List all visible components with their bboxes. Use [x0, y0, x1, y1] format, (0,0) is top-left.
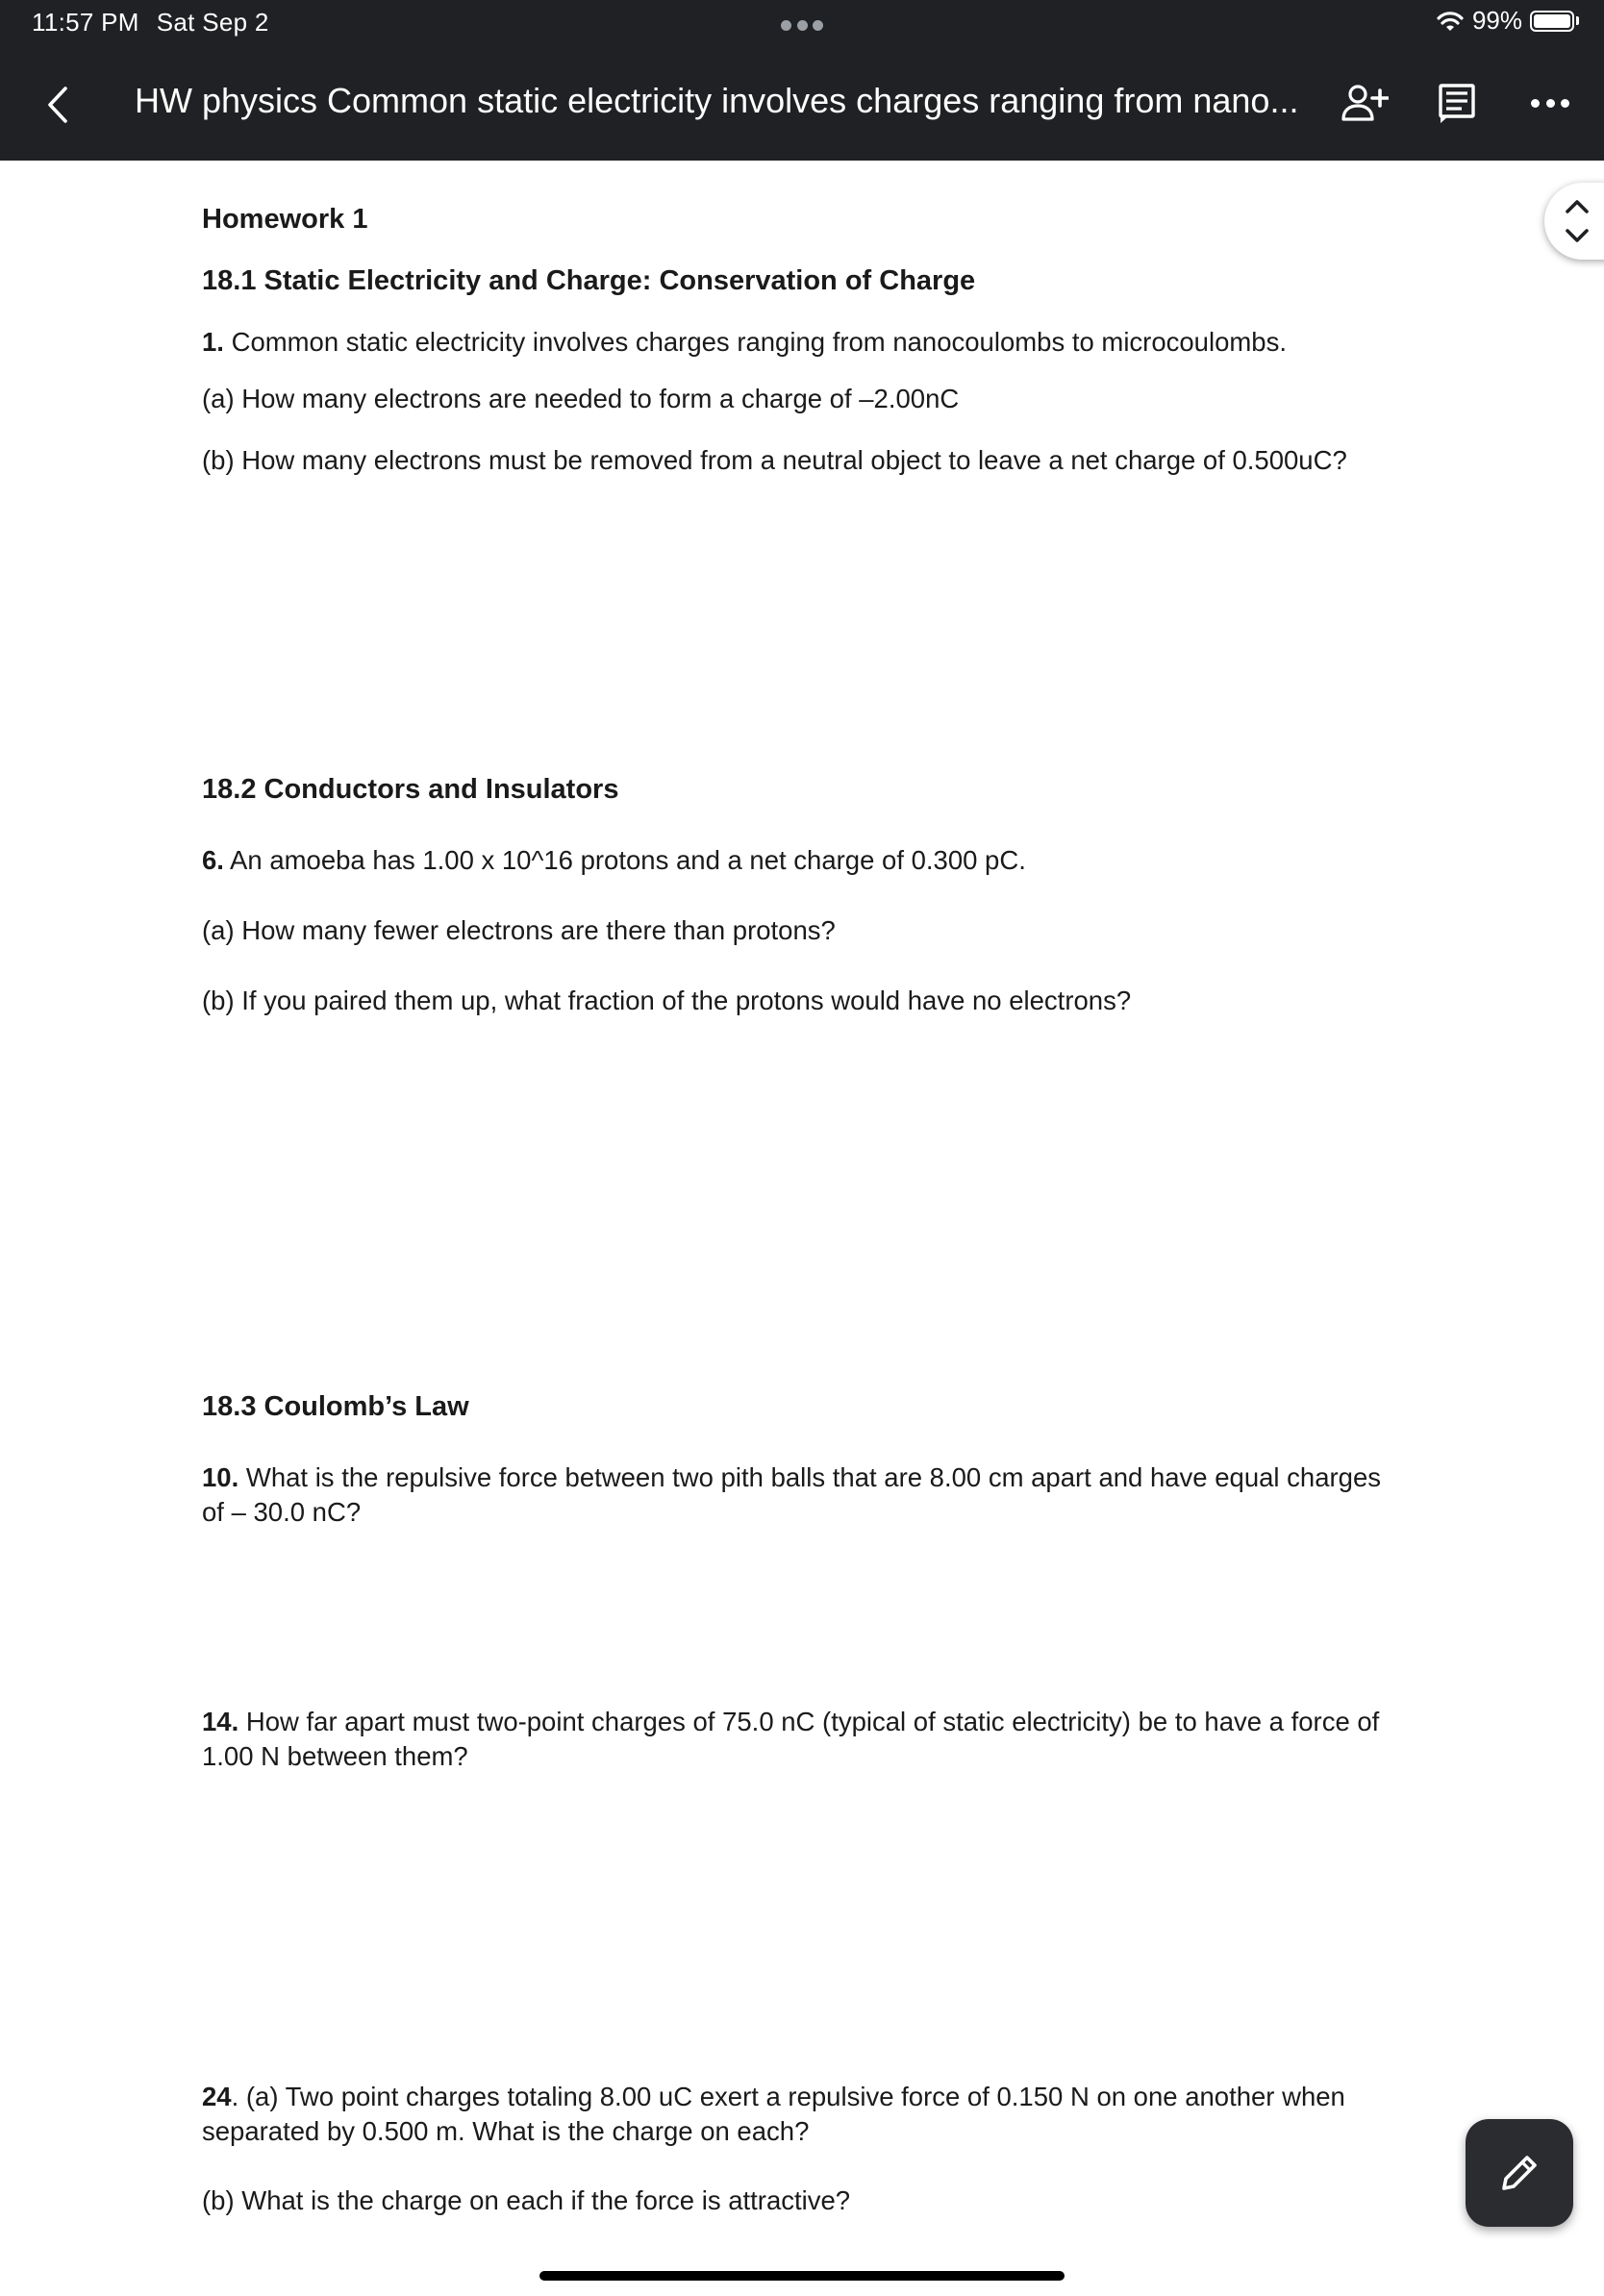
status-time: 11:57 PM	[32, 8, 139, 37]
question-1a: (a) How many electrons are needed to form a charge of –2.00nC	[202, 384, 960, 413]
status-time-date	[32, 8, 269, 37]
comments-icon[interactable]	[1437, 83, 1479, 125]
top-app-bar	[0, 0, 1604, 161]
document-title: HW physics Common static electricity involves charges ranging from nano...	[135, 81, 1299, 120]
question-text: An amoeba has 1.00 x 10^16 protons and a net charge of 0.300 pC.	[223, 845, 1026, 875]
wifi-icon	[1436, 10, 1465, 33]
question-14	[202, 1705, 1404, 1774]
back-arrow-icon[interactable]	[38, 83, 77, 127]
document-body	[0, 161, 1604, 2296]
chevron-down-icon[interactable]	[1567, 231, 1587, 240]
question-24b: (b) What is the charge on each if the force is attractive?	[202, 2185, 851, 2215]
question-number: 10.	[202, 1462, 239, 1492]
question-10	[202, 1460, 1404, 1530]
section-title: 18.2 Conductors and Insulators	[202, 774, 619, 805]
status-indicators	[1436, 6, 1579, 36]
question-1b: (b) How many electrons must be removed from a neutral object to leave a net charge of 0.500uC?	[202, 445, 1347, 475]
question-number: 24	[202, 2082, 232, 2111]
chevron-up-down	[1564, 192, 1591, 250]
edit-button[interactable]	[1466, 2119, 1573, 2227]
dot-icon	[781, 20, 791, 31]
document-heading: Homework 1	[202, 204, 368, 235]
more-options-icon[interactable]	[1531, 96, 1569, 110]
question-24	[202, 2080, 1404, 2149]
battery-tip	[1576, 16, 1579, 25]
dot-icon	[1531, 99, 1540, 108]
battery-percent: 99%	[1471, 6, 1522, 35]
section-title: 18.3 Coulomb’s Law	[202, 1391, 469, 1422]
question-text: How far apart must two-point charges of 75.0 nC (typical of static electricity) be to have a force of 1.00 N between them?	[202, 1707, 1380, 1771]
battery-level	[1534, 14, 1570, 28]
question-text: . (a) Two point charges totaling 8.00 uC exert a repulsive force of 0.150 N on one another when separated by 0.500 m. What is the charge on each?	[202, 2082, 1345, 2146]
question-text: What is the repulsive force between two pith balls that are 8.00 cm apart and have equal charges of – 30.0 nC?	[202, 1462, 1381, 1527]
question-6b: (b) If you paired them up, what fraction of the protons would have no electrons?	[202, 986, 1132, 1015]
status-date: Sat Sep 2	[156, 8, 269, 37]
battery-icon	[1530, 11, 1574, 32]
dot-icon	[1561, 99, 1569, 108]
question-text: Common static electricity involves charges ranging from nanocoulombs to microcoulombs.	[223, 327, 1287, 357]
question-number: 1.	[202, 327, 224, 357]
multitasking-dots[interactable]	[781, 19, 823, 31]
chevron-up-icon[interactable]	[1567, 202, 1587, 212]
question-1	[202, 325, 1404, 360]
add-person-icon[interactable]	[1341, 83, 1389, 125]
pencil-icon	[1498, 2152, 1541, 2194]
question-number: 14.	[202, 1707, 239, 1736]
dot-icon	[813, 20, 823, 31]
section-title: 18.1 Static Electricity and Charge: Conservation of Charge	[202, 265, 976, 296]
question-6	[202, 843, 1404, 878]
dot-icon	[797, 20, 808, 31]
home-indicator[interactable]	[539, 2271, 1065, 2281]
question-6a: (a) How many fewer electrons are there than protons?	[202, 915, 836, 945]
question-number: 6.	[202, 845, 224, 875]
dot-icon	[1546, 99, 1555, 108]
